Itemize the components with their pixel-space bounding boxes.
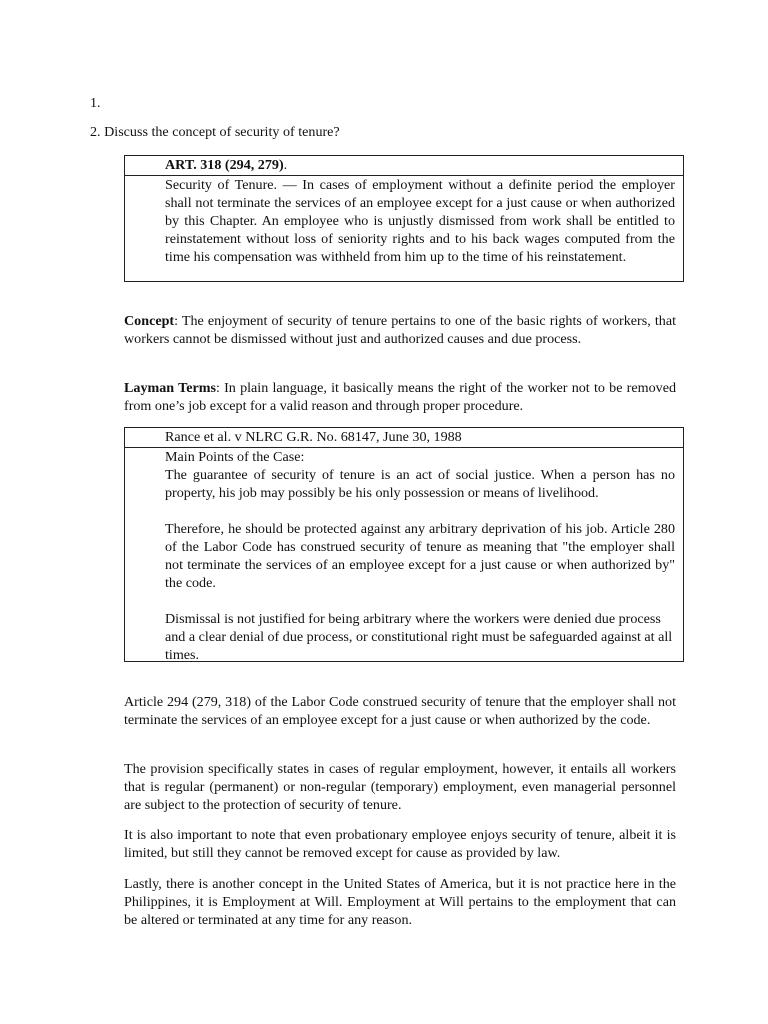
article-heading-suffix: . bbox=[283, 157, 288, 173]
case-heading: Rance et al. v NLRC G.R. No. 68147, June 30, 1988 bbox=[125, 428, 683, 448]
provision-paragraph: The provision specifically states in cases of regular employment, however, it entails all workers that is regular (permanent) or non-regular (temporary) employment, even managerial personnel are subject to the protection of security of tenure. bbox=[124, 761, 676, 813]
article-294-paragraph: Article 294 (279, 318) of the Labor Code construed security of tenure that the employer shall not terminate the services of an employee except for a just cause or when authorized by the code. bbox=[124, 694, 676, 728]
main-points-label: Main Points of the Case: bbox=[165, 449, 305, 465]
concept-label: Concept bbox=[124, 313, 175, 329]
spacer bbox=[165, 502, 675, 520]
probationary-paragraph: It is also important to note that even probationary employee enjoys security of tenure, albeit it is limited, but still they cannot be removed except for cause as provided by law. bbox=[124, 827, 676, 861]
layman-terms-paragraph bbox=[124, 379, 676, 415]
article-heading-row bbox=[125, 156, 683, 176]
concept-paragraph bbox=[124, 312, 676, 348]
layman-label: Layman Terms bbox=[124, 380, 216, 396]
item-number-1: 1. bbox=[90, 95, 101, 111]
concept-text: : The enjoyment of security of tenure pertains to one of the basic rights of workers, that workers cannot be dismissed without just and authorized causes and due process. bbox=[124, 313, 676, 347]
case-body bbox=[125, 448, 683, 664]
article-body: Security of Tenure. — In cases of employment without a definite period the employer shall not terminate the services of an employee except for a just cause or when authorized by this Chapter. An employee who is unjustly dismissed from work shall be entitled to reinstatement without loss of seniority rights and to his back wages computed from the time his compensation was withheld from him up to the time of his reinstatement. bbox=[165, 177, 675, 265]
case-point-1: The guarantee of security of tenure is an act of social justice. When a person has no property, his job may possibly be his only possession or means of livelihood. bbox=[165, 467, 675, 501]
case-point-3: Dismissal is not justified for being arbitrary where the workers were denied due process and a clear denial of due process, or constitutional right must be safeguarded against at all times. bbox=[165, 611, 673, 663]
spacer bbox=[165, 592, 675, 610]
article-heading: ART. 318 (294, 279) bbox=[165, 157, 284, 173]
question-2: 2. Discuss the concept of security of tenure? bbox=[90, 124, 340, 140]
case-point-2: Therefore, he should be protected against any arbitrary deprivation of his job. Article 280 of the Labor Code has construed security of tenure as meaning that "the employer shall not terminate the services of an employee except for a just cause or when authorized by" the code. bbox=[165, 521, 675, 591]
layman-text: : In plain language, it basically means the right of the worker not to be removed from one’s job except for a valid reason and through proper procedure. bbox=[124, 380, 676, 414]
employment-at-will-paragraph: Lastly, there is another concept in the United States of America, but it is not practice here in the Philippines, it is Employment at Will. Employment at Will pertains to the employment that can be altered or terminated at any time for any reason. bbox=[124, 876, 676, 928]
case-box bbox=[124, 427, 684, 662]
article-318-box bbox=[124, 155, 684, 282]
